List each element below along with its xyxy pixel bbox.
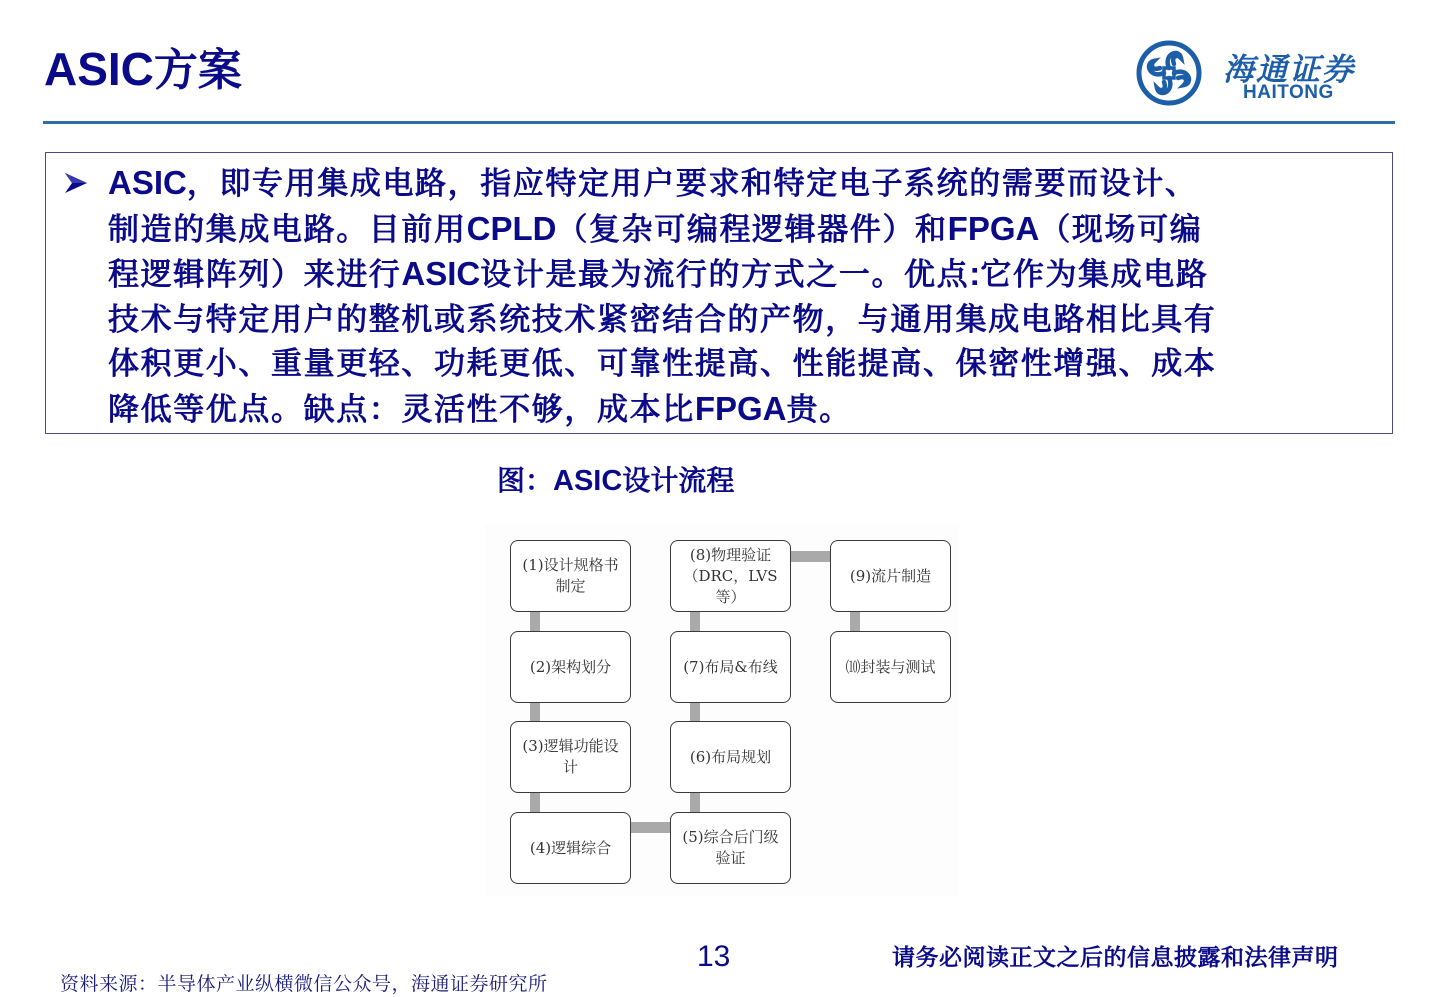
summary-run: 它作为集成电路 <box>980 257 1209 293</box>
caption-rest: 设计流程 <box>622 464 735 497</box>
summary-line <box>108 252 1388 298</box>
summary-run: 降低等优点。缺点：灵活性不够，成本比 <box>108 391 695 428</box>
flow-step-10 <box>830 631 951 703</box>
flow-step-9 <box>830 540 951 612</box>
flow-step-7 <box>670 631 791 703</box>
arrow-bullet-icon <box>62 169 90 197</box>
flow-step-5 <box>670 812 791 884</box>
connector-8-9 <box>791 551 831 562</box>
summary-text <box>108 161 1388 432</box>
flow-step-label: (8)物理验证 （DRC，LVS等） <box>683 545 778 606</box>
summary-run: 技术与特定用户的整机或系统技术紧密结合的产物，与通用集成电路相比具有 <box>108 301 1217 338</box>
flow-step-label: (3)逻辑功能设 计 <box>522 737 619 776</box>
page-title <box>44 40 242 100</box>
summary-line <box>108 207 1388 253</box>
connector-3-4 <box>530 793 540 813</box>
logo-name-cn: 海通证券 <box>1223 52 1355 88</box>
summary-run: FPGA <box>694 389 787 427</box>
summary-line <box>108 342 1388 387</box>
summary-run: 制造的集成电路。目前用 <box>108 211 467 248</box>
summary-run: 程逻辑阵列）来进行 <box>108 257 402 293</box>
connector-7-8 <box>690 612 700 632</box>
flow-step-1 <box>510 540 631 612</box>
summary-run: ASIC <box>108 164 187 201</box>
summary-run: CPLD <box>466 209 557 247</box>
flow-step-label: (2)架构划分 <box>529 657 612 676</box>
summary-run: 贵。 <box>786 391 852 428</box>
asic-flow-diagram <box>485 524 959 896</box>
logo-name-en: HAITONG <box>1243 82 1334 103</box>
flow-step-label: (6)布局规划 <box>689 747 772 766</box>
flow-step-label: (4)逻辑综合 <box>529 838 612 857</box>
flow-step-3 <box>510 721 631 793</box>
connector-1-2 <box>530 612 540 632</box>
flow-step-6 <box>670 721 791 793</box>
flow-step-4 <box>510 812 631 884</box>
summary-run: : <box>969 255 981 292</box>
flow-step-label: (7)布局&布线 <box>683 657 778 676</box>
connector-4-5 <box>631 822 671 833</box>
caption-prefix: 图： <box>497 464 554 497</box>
summary-run: FPGA <box>947 209 1040 247</box>
caption-latin: ASIC <box>553 465 623 497</box>
flow-step-label: (1)设计规格书 制定 <box>522 556 619 595</box>
flow-step-8 <box>670 540 791 612</box>
summary-run: 设计是最为流行的方式之一。优点 <box>480 257 970 293</box>
haitong-logo-mark-icon <box>1133 40 1205 106</box>
legal-disclaimer: 请务必阅读正文之后的信息披露和法律声明 <box>892 944 1339 971</box>
page-number: 13 <box>697 940 731 973</box>
figure-caption <box>497 459 734 499</box>
flow-step-label: (9)流片制造 <box>849 566 932 585</box>
connector-5-6 <box>690 793 700 813</box>
connector-2-3 <box>530 703 540 722</box>
header-divider <box>43 121 1395 124</box>
page-title-latin: ASIC <box>44 43 154 95</box>
summary-run: ，即专用集成电路，指应特定用户要求和特定电子系统的需要而设计、 <box>186 166 1198 202</box>
connector-9-10 <box>850 612 860 632</box>
flow-step-label: (5)综合后门级 验证 <box>682 828 779 867</box>
flow-step-label: ⑽封装与测试 <box>845 657 936 676</box>
page-title-cn: 方案 <box>153 45 242 96</box>
haitong-logo <box>1133 38 1383 108</box>
flow-step-2 <box>510 631 631 703</box>
summary-run: （复杂可编程逻辑器件）和 <box>556 211 948 248</box>
summary-line <box>108 161 1388 207</box>
summary-line <box>108 298 1388 343</box>
connector-6-7 <box>690 703 700 722</box>
summary-run: ASIC <box>401 255 481 292</box>
summary-run: 体积更小、重量更轻、功耗更低、可靠性提高、性能提高、保密性增强、成本 <box>108 346 1217 382</box>
source-note: 资料来源：半导体产业纵横微信公众号，海通证券研究所 <box>60 973 548 995</box>
summary-box <box>45 152 1393 434</box>
summary-run: （现场可编 <box>1039 211 1203 248</box>
summary-line <box>108 387 1388 433</box>
